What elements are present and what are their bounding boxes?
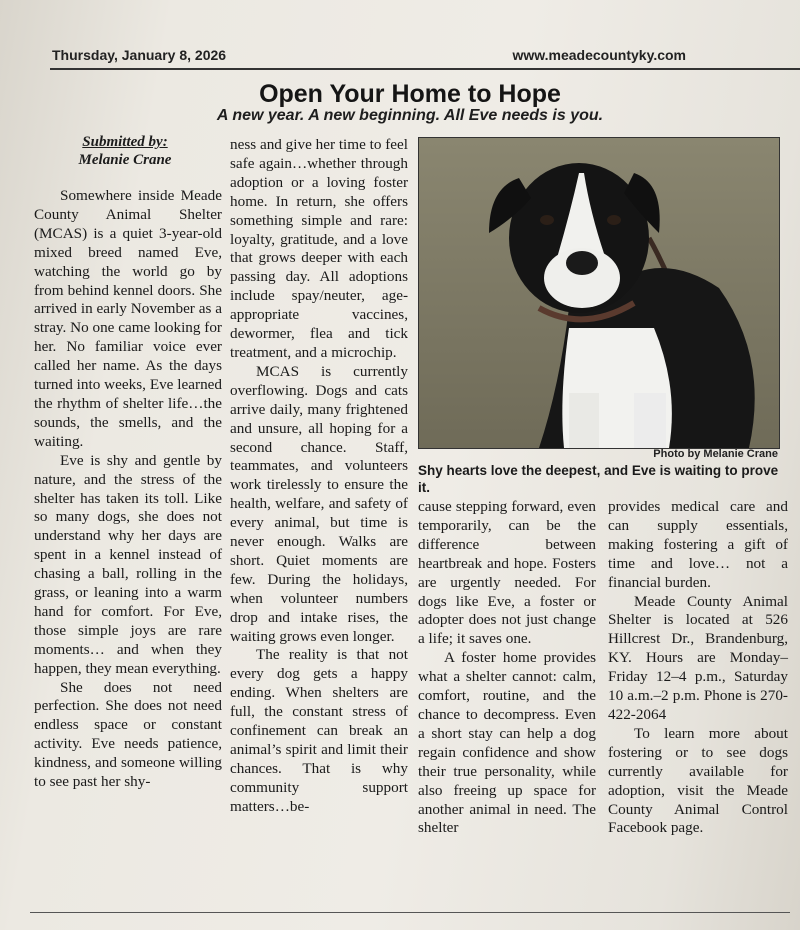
dog-photo [418, 137, 780, 449]
website-link[interactable]: www.meadecountyky.com [512, 47, 686, 63]
article-column-1 [34, 187, 222, 792]
paragraph: Meade County Animal Shelter is located at 526 Hillcrest Dr., Brandenburg, KY. Hours are Monday–Friday 12–4 p.m., Saturday 10 a.m.–2 p.m. Phone is 270-422-2064 [608, 592, 788, 723]
article-column-3 [418, 498, 596, 838]
paragraph: She does not need perfection. She does not need endless space or constant activity. Eve needs patience, kindness, and someone willing to see past her shy- [34, 678, 222, 791]
footer-divider [30, 912, 790, 913]
article-column-4 [608, 498, 788, 838]
byline-label: Submitted by: [82, 134, 168, 150]
byline-author: Melanie Crane [78, 152, 172, 168]
article-column-2 [230, 136, 408, 817]
paragraph: provides medical care and can supply essentials, making fostering a gift of time and love… not a financial burden. [608, 498, 788, 591]
paragraph: cause stepping forward, even temporarily, can be the difference between heartbreak and hope. Fosters are urgently needed. For dogs like Eve, a foster or adopter does not just change a life; it saves one. [418, 498, 596, 648]
photo-credit: Photo by Melanie Crane [653, 448, 778, 460]
paragraph: A foster home provides what a shelter cannot: calm, comfort, routine, and the chance to decompress. Even a short stay can help a dog regain confidence and show their true personality, while also freeing up space for another animal in need. The shelter [418, 649, 596, 837]
header-divider [50, 68, 800, 70]
article-subheadline: A new year. A new beginning. All Eve needs is you. [216, 107, 604, 124]
issue-date: Thursday, January 8, 2026 [52, 47, 227, 63]
paragraph: MCAS is currently overflowing. Dogs and cats arrive daily, many frightened and unsure, all hoping for a second chance. Staff, teammates, and volunteers work tirelessly to ensure the health, welfare, and safety of every animal, but time is never enough. Walks are short. Quiet moments are few. During the holidays, when volunteer numbers drop and intake rises, the waiting grows even longer. [230, 362, 408, 645]
byline [40, 133, 210, 169]
dog-illustration [419, 138, 779, 448]
paragraph: The reality is that not every dog gets a happy ending. When shelters are full, the constant stress of confinement can break an animal’s spirit and limit their chances. That is why community support matters…be- [230, 646, 408, 815]
paragraph: Somewhere inside Meade County Animal Shelter (MCAS) is a quiet 3-year-old mixed breed named Eve, watching the world go by from behind kennel doors. She arrived in early November as a stray. No one came looking for her. No familiar voice ever called her name. As the days turned into weeks, Eve learned the rhythm of shelter life…the sounds, the smells, and the waiting. [34, 187, 222, 450]
article-headline: Open Your Home to Hope [259, 80, 561, 108]
paragraph: Eve is shy and gentle by nature, and the stress of the shelter has taken its toll. Like so many dogs, she does not understand why her days are spent in a kennel instead of chasing a ball, rolling in the grass, or leaning into a warm hand for comfort. For Eve, those simple joys are rare moments… and when they happen, they mean everything. [34, 451, 222, 677]
page-header [52, 47, 686, 65]
paragraph: To learn more about fostering or to see dogs currently available for adoption, visit the Meade County Animal Control Facebook page. [608, 724, 788, 837]
photo-caption: Shy hearts love the deepest, and Eve is waiting to prove it. [418, 463, 779, 495]
paragraph: ness and give her time to feel safe again…whether through adoption or a loving foster home. In return, she offers something simple and rare: loyalty, gratitude, and a love that grows deeper with each passing day. All adoptions include spay/neuter, age-appropriate vaccines, dewormer, flea and tick treatment, and a microchip. [230, 136, 408, 361]
